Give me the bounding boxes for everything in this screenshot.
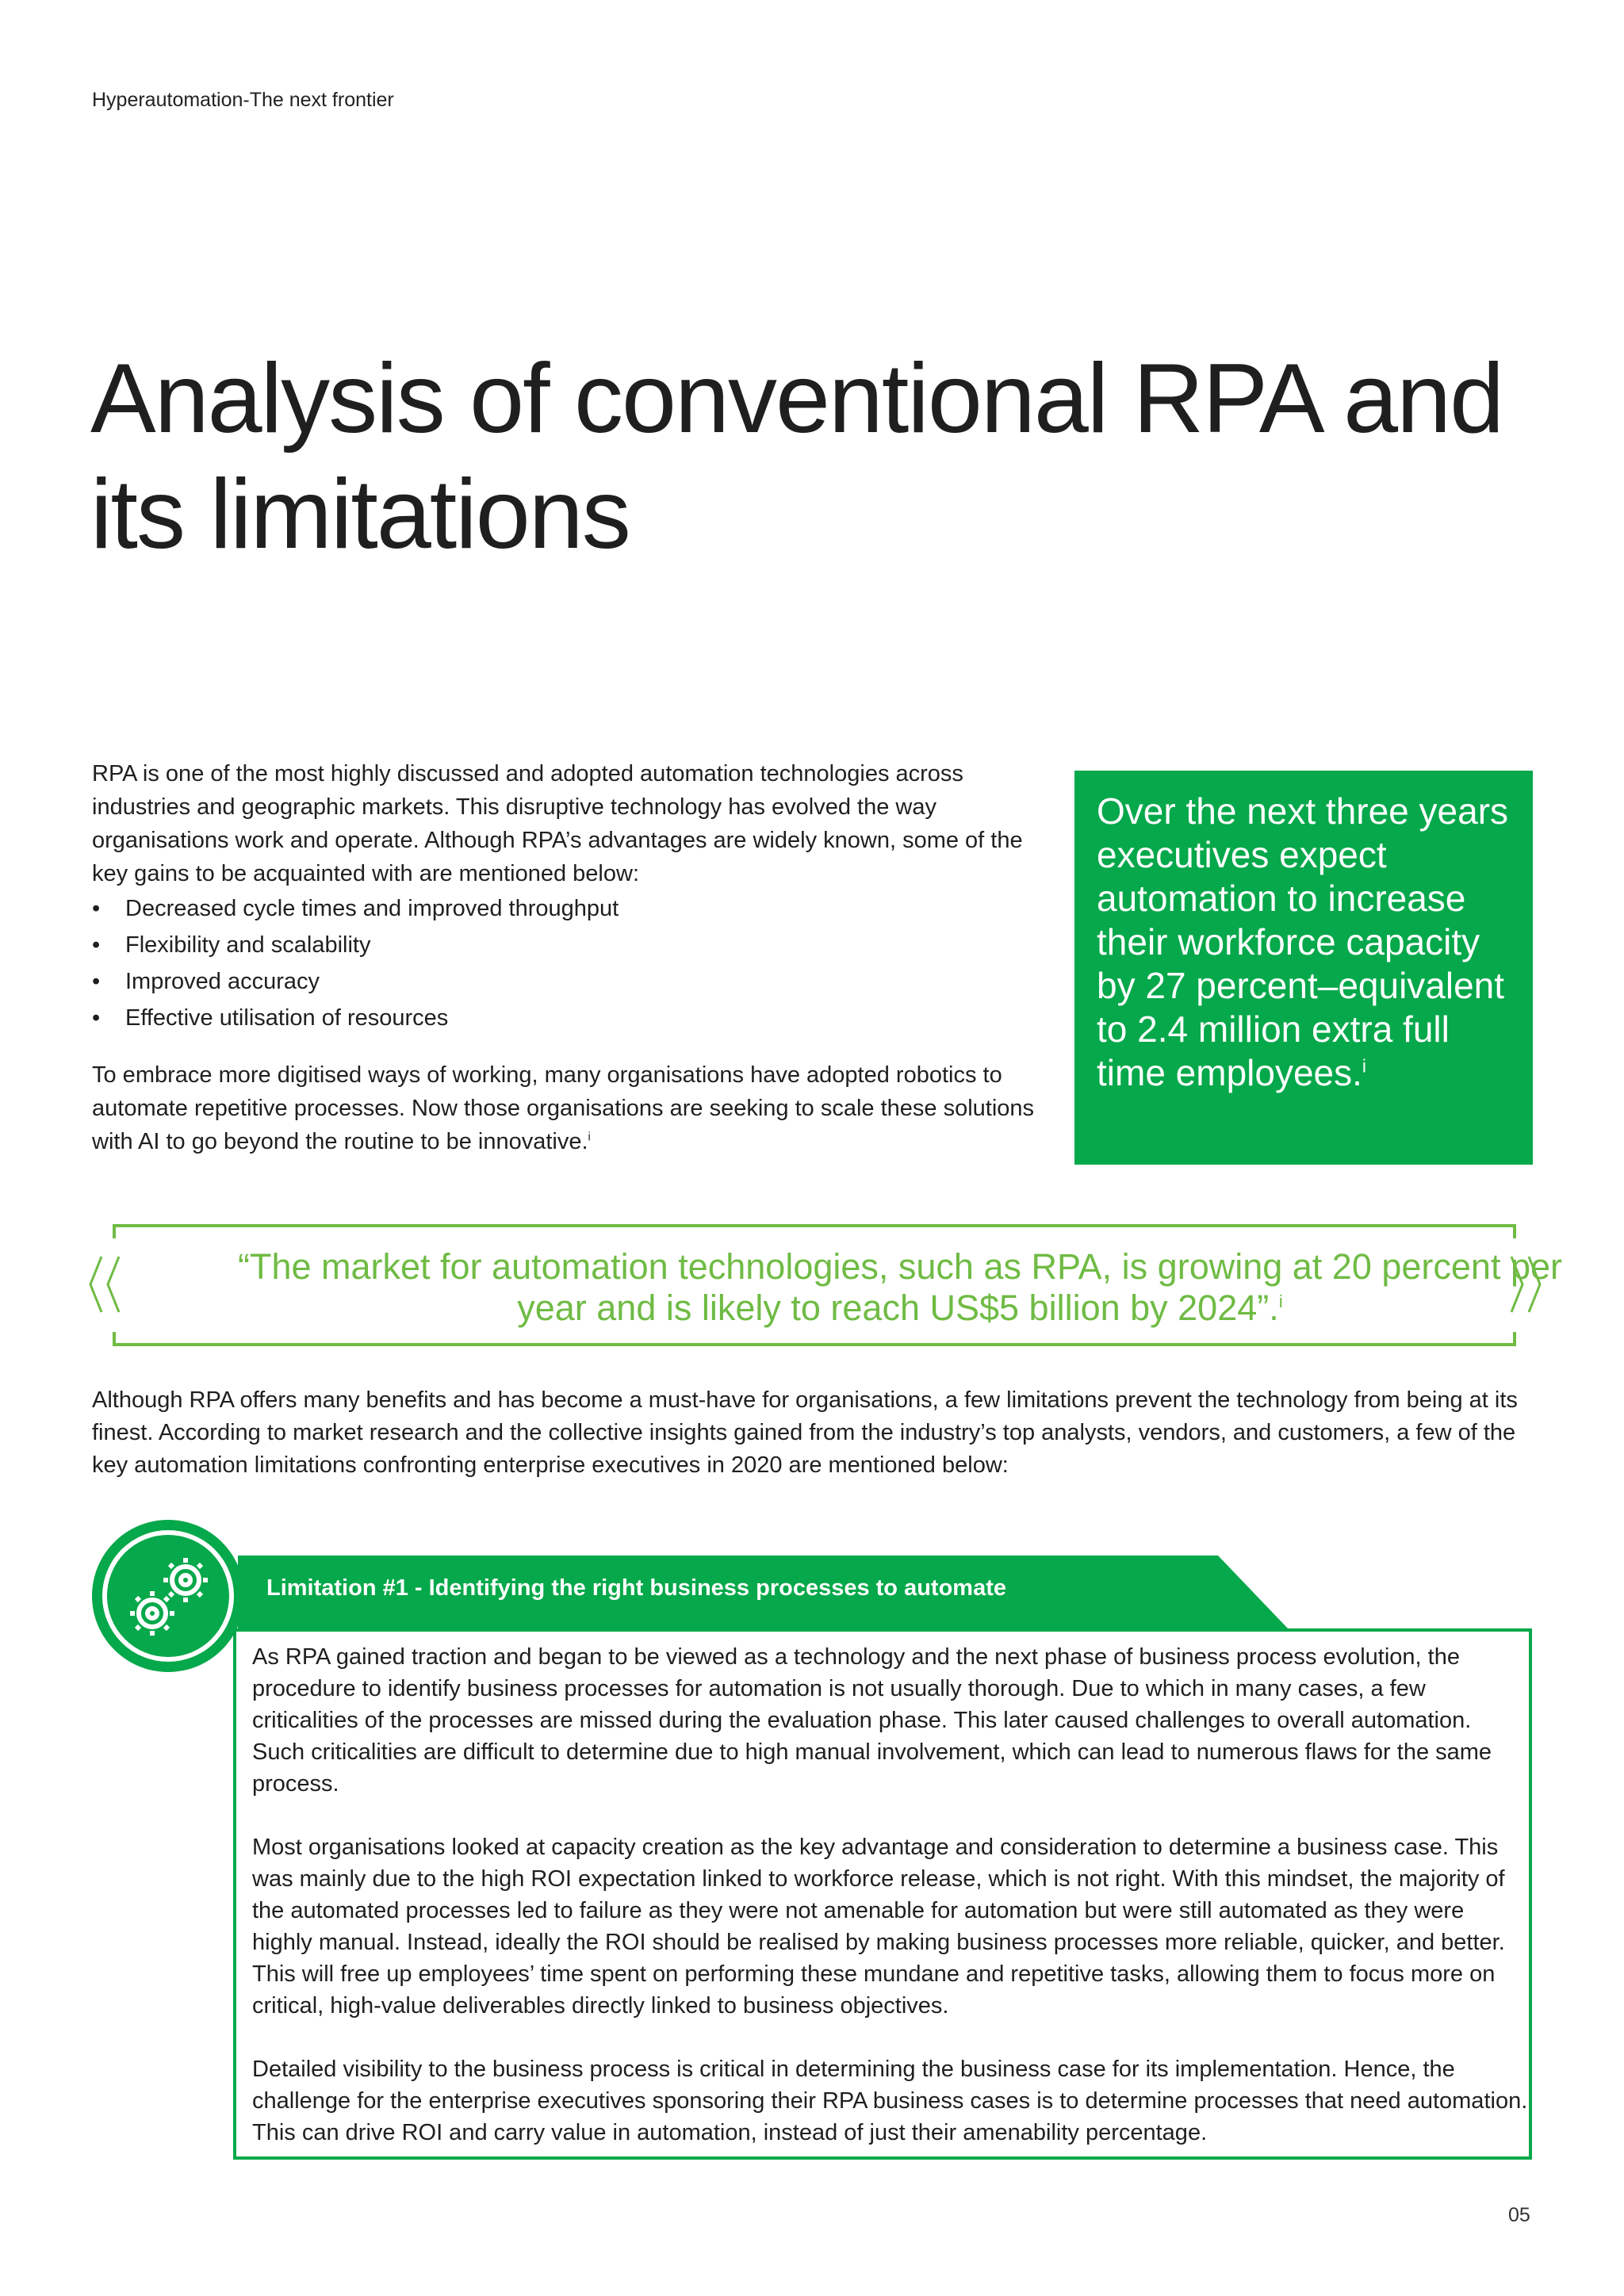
bullet-marker: • [92, 932, 101, 958]
bullet-marker: • [92, 969, 101, 994]
intro-paragraph-2 [92, 1058, 1051, 1158]
bullet-marker: • [92, 1005, 101, 1031]
callout-text [1097, 790, 1511, 1095]
list-item-text: Effective utilisation of resources [125, 1005, 449, 1031]
intro-section [92, 757, 1051, 1158]
pull-quote [87, 1221, 1562, 1349]
footnote-ref: i [1362, 1055, 1367, 1077]
statistic-callout [1074, 771, 1533, 1165]
page-number: 05 [1508, 2204, 1530, 2226]
list-item-text: Improved accuracy [125, 969, 320, 994]
list-item [92, 890, 1051, 927]
gears-icon [90, 1518, 246, 1674]
intro-paragraph-2-text: To embrace more digitised ways of working, many organisations have adopted robotics to automate repetitive processes. Now those organisations are seeking to scale these solutions with AI to go beyond the routine to be innovative. [92, 1062, 1035, 1154]
list-item-text: Decreased cycle times and improved throughput [125, 896, 619, 921]
footnote-ref: i [1278, 1292, 1283, 1311]
page-title [90, 341, 1581, 572]
running-header: Hyperautomation-The next frontier [92, 89, 394, 111]
double-chevron-left-icon [90, 1257, 119, 1312]
page-title-line1: Analysis of conventional RPA and [90, 344, 1503, 453]
benefits-list [92, 890, 1051, 1036]
limitation-paragraph: As RPA gained traction and began to be viewed as a technology and the next phase of business process evolution, the procedure to identify business processes for automation is not usually thorough. Due to which in many cases, a few criticalities of the processes are missed during the evaluation phase. This later caused challenges to overall automation. Such criticalities are difficult to determine due to high manual involvement, which can lead to numerous flaws for the same process. [252, 1644, 1492, 1797]
quote-text [230, 1246, 1570, 1329]
list-item-text: Flexibility and scalability [125, 932, 371, 958]
limitation-paragraph: Detailed visibility to the business process is critical in determining the business case for its implementation. Hence, the challenge for the enterprise executives sponsoring their RPA business cases is to determine processes that need automation. This can drive ROI and carry value in automation, instead of just their amenability percentage. [252, 2057, 1528, 2145]
list-item [92, 1000, 1051, 1036]
page-title-line2: its limitations [90, 460, 630, 569]
limitation-heading: Limitation #1 - Identifying the right business processes to automate [266, 1575, 1006, 1601]
limitations-intro: Although RPA offers many benefits and has become a must-have for organisations, a few limitations prevent the technology from being at its finest. According to market research and the collective insights gained from the industry’s top analysts, vendors, and customers, a few of the key automation limitations confronting enterprise executives in 2020 are mentioned below: [92, 1387, 1518, 1478]
list-item [92, 963, 1051, 1000]
callout-text-body: Over the next three years executives expect automation to increase their workforce capacity by 27 percent–equivalent to 2.4 million extra full time employees. [1097, 790, 1509, 1093]
quote-text-body: “The market for automation technologies, such as RPA, is growing at 20 percent per year and is likely to reach US$5 billion by 2024”. [237, 1246, 1562, 1328]
bullet-marker: • [92, 896, 101, 921]
intro-paragraph: RPA is one of the most highly discussed and adopted automation technologies across industries and geographic markets. This disruptive technology has evolved the way organisations work and operate. Although RPA’s advantages are widely known, some of the key gains to be acquainted with are mentioned below: [92, 761, 1023, 886]
limitation-body [252, 1641, 1529, 2149]
limitation-paragraph: Most organisations looked at capacity creation as the key advantage and consideration to determine a business case. This was mainly due to the high ROI expectation linked to workforce release, which is not right. With this mindset, the majority of the automated processes led to failure as they were not amenable for automation but were still automated as they were highly manual. Instead, ideally the ROI should be realised by making business processes more reliable, quicker, and better. This will free up employees’ time spent on performing these mundane and repetitive tasks, allowing them to focus more on critical, high-value deliverables directly linked to business objectives. [252, 1835, 1505, 2019]
list-item [92, 927, 1051, 963]
footnote-ref: i [588, 1131, 591, 1144]
